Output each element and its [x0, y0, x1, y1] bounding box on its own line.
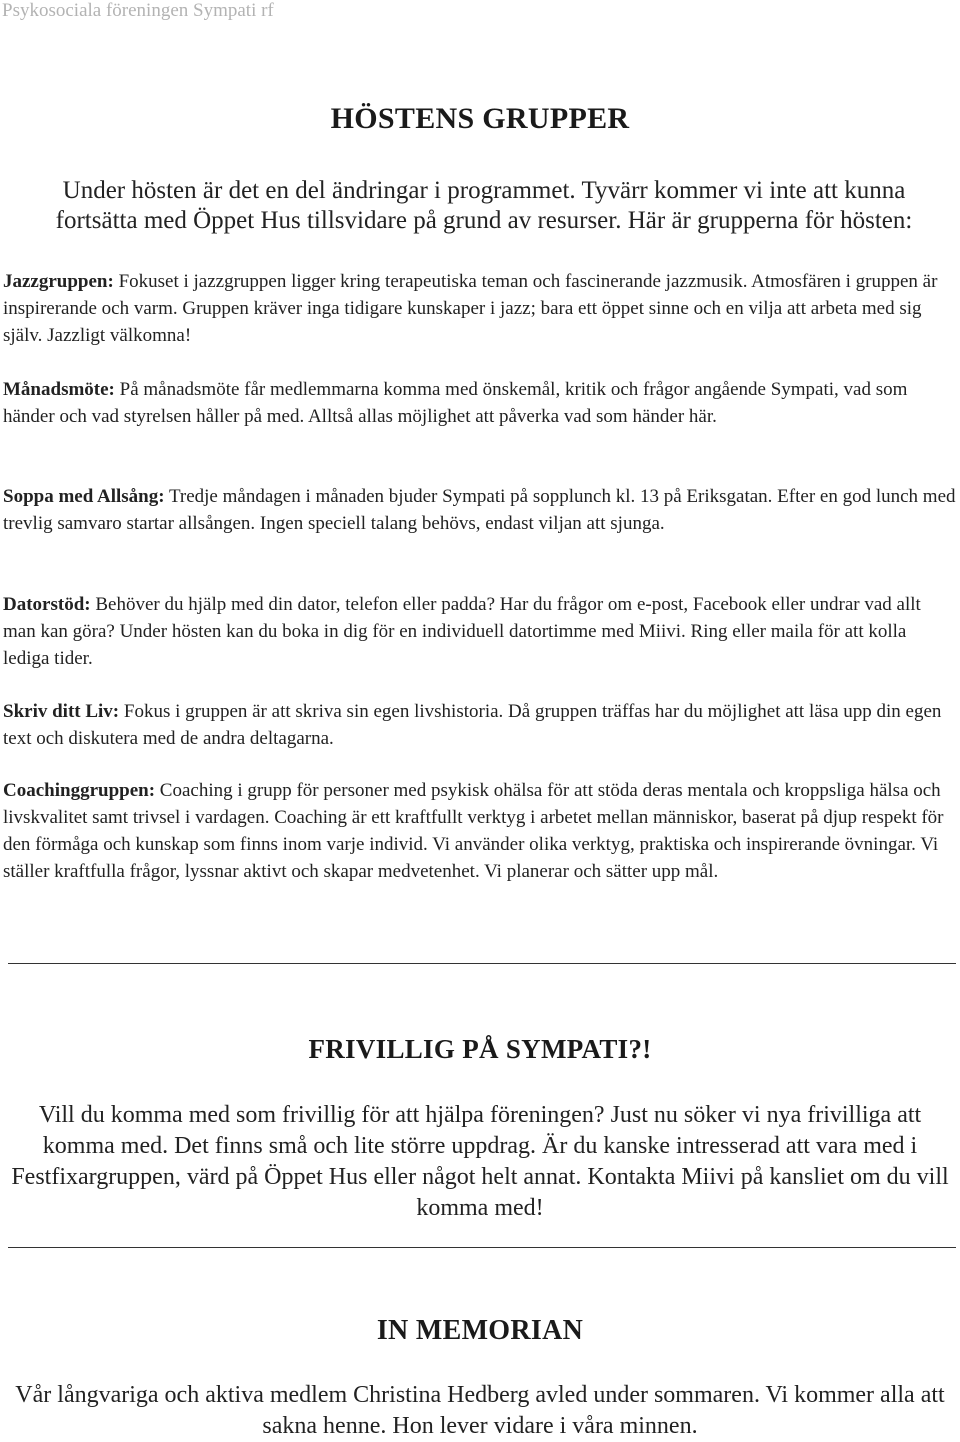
divider [8, 963, 956, 964]
group-computer-support [3, 591, 957, 672]
volunteer-text: Vill du komma med som frivillig för att hjälpa föreningen? Just nu söker vi nya frivilliga att komma med. Det finns små och lite större uppdrag. Är du kanske intresserad att vara med i Festfixargruppen, värd på Öppet Hus eller något helt annat. Kontakta Miivi på kansliet om du vill komma med! [11, 1102, 949, 1221]
group-soup-singing [3, 483, 957, 537]
autumn-intro: Under hösten är det en del ändringar i programmet. Tyvärr kommer vi inte att kunna fortsätta med Öppet Hus tillsvidare på grund av resurser. Här är grupperna för hösten: [55, 177, 913, 234]
group-coaching [3, 777, 957, 885]
autumn-groups-title: HÖSTENS GRUPPER [330, 102, 630, 135]
group-jazz [3, 268, 957, 349]
group-name: Jazzgruppen: [3, 271, 114, 292]
group-name: Skriv ditt Liv: [3, 701, 120, 722]
group-name: Datorstöd: [3, 594, 91, 615]
org-header: Psykosociala föreningen Sympati rf [2, 0, 274, 21]
divider [8, 1247, 956, 1248]
group-description: Fokuset i jazzgruppen ligger kring terapeutiska teman och fascinerande jazzmusik. Atmosfären i gruppen är inspirerande och varm. Gruppen kräver inga tidigare kunskaper i jazz; bara ett öppet sinne och en vilja att arbeta med sig själv. Jazzligt välkomna! [3, 271, 938, 346]
group-description: Coaching i grupp för personer med psykisk ohälsa för att stöda deras mentala och kroppsliga hälsa och livskvalitet samt trivsel i vardagen. Coaching är ett kraftfullt verktyg i arbetet mellan människor, baserat på djup respekt för den förmåga och kunskap som finns inom varje individ. Vi använder olika verktyg, praktiska och inspirerande övningar. Vi ställer kraftfulla frågor, lyssnar aktivt och skapar medvetenhet. Vi planerar och sätter upp mål. [3, 780, 944, 882]
group-description: På månadsmöte får medlemmarna komma med önskemål, kritik och frågor angående Sympati, vad som händer och vad styrelsen håller på med. Alltså allas möjlighet att påverka vad som händer här. [3, 379, 908, 427]
group-description: Behöver du hjälp med din dator, telefon eller padda? Har du frågor om e-post, Facebook eller undrar vad allt man kan göra? Under hösten kan du boka in dig för en individuell datortimme med Miivi. Ring eller maila för att kolla lediga tider. [3, 594, 921, 669]
group-monthly-meeting [3, 376, 957, 430]
memoriam-title: IN MEMORIAN [376, 1315, 584, 1346]
group-name: Soppa med Allsång: [3, 486, 165, 507]
group-name: Månadsmöte: [3, 379, 115, 400]
group-description: Tredje måndagen i månaden bjuder Sympati på sopplunch kl. 13 på Eriksgatan. Efter en god lunch med trevlig samvaro startar allsången. Ingen speciell talang behövs, endast viljan att sjunga. [3, 486, 956, 534]
group-name: Coachinggruppen: [3, 780, 156, 801]
volunteer-title: FRIVILLIG PÅ SYMPATI?! [308, 1034, 652, 1064]
memoriam-text: Vår långvariga och aktiva medlem Christina Hedberg avled under sommaren. Vi kommer alla att sakna henne. Hon lever vidare i våra minnen. [15, 1382, 945, 1439]
group-write-your-life [3, 698, 957, 752]
group-description: Fokus i gruppen är att skriva sin egen livshistoria. Då gruppen träffas har du möjlighet att läsa upp din egen text och diskutera med de andra deltagarna. [3, 701, 942, 749]
